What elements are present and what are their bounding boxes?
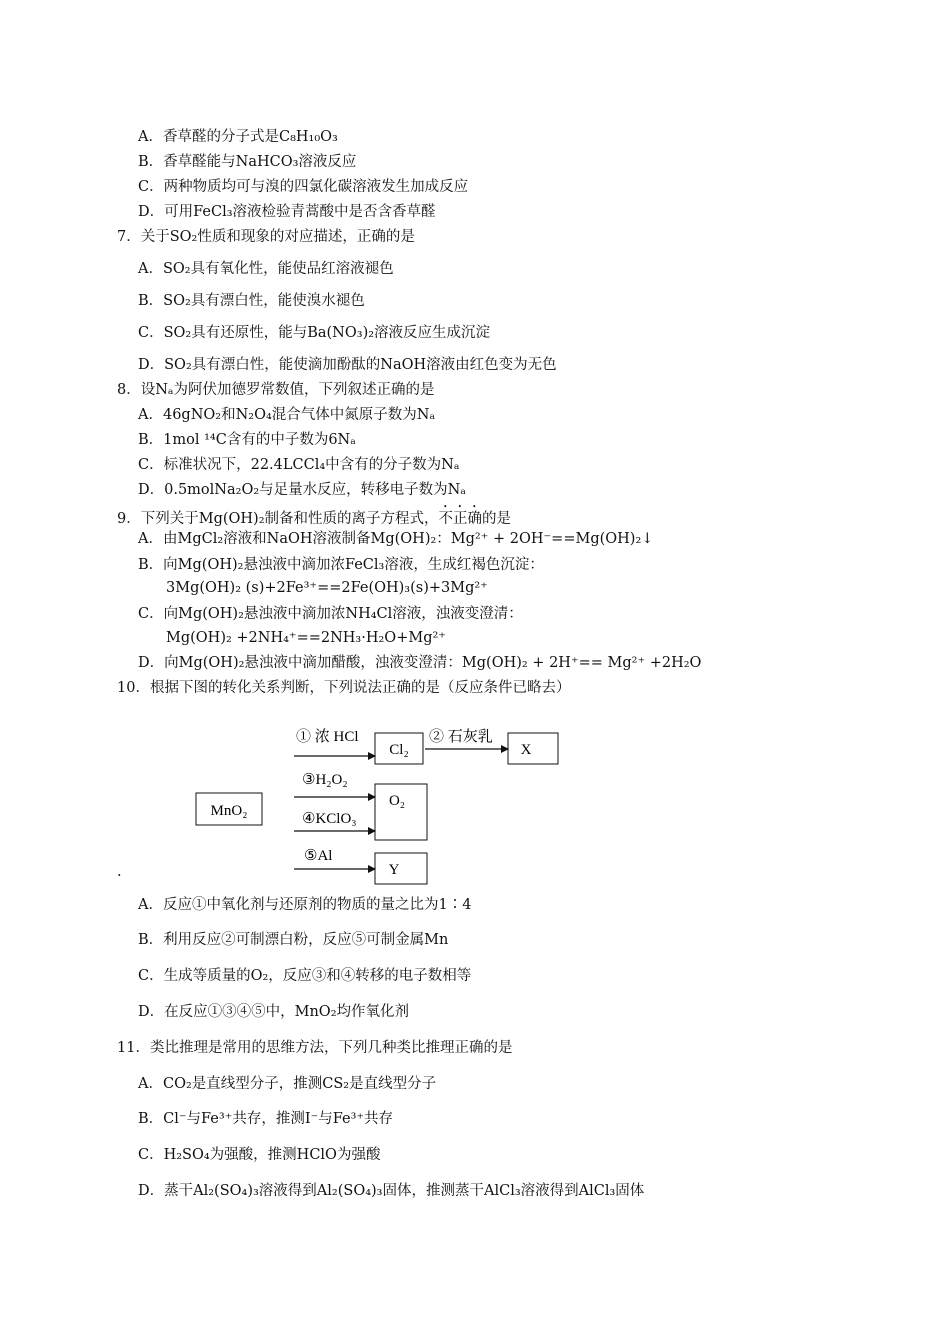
q9-option-c: C．向Mg(OH)₂悬浊液中滴加浓NH₄Cl溶液，浊液变澄清： — [138, 606, 523, 622]
o2-box — [375, 784, 427, 840]
stray-dot: . — [117, 864, 122, 880]
q9-stem — [117, 503, 511, 529]
reaction-5-label: ⑤Al — [304, 848, 333, 864]
x-label: X — [520, 742, 532, 758]
q9-option-a: A．由MgCl₂溶液和NaOH溶液制备Mg(OH)₂：Mg²⁺ + 2OH⁻==Mg(OH)₂↓ — [138, 531, 654, 547]
y-box — [375, 853, 427, 884]
cl2-box — [375, 733, 423, 764]
reaction-2-label: ② 石灰乳 — [429, 729, 493, 745]
q11-stem: 11．类比推理是常用的思维方法，下列几种类比推理正确的是 — [117, 1040, 513, 1056]
x-box — [508, 733, 558, 764]
q7-option-d: D．SO₂具有漂白性，能使滴加酚酞的NaOH溶液由红色变为无色 — [138, 357, 557, 373]
reaction-4-label: ④KClO₃ — [302, 811, 357, 827]
q8-option-c: C．标准状况下，22.4LCCl₄中含有的分子数为Nₐ — [138, 457, 460, 473]
y-label: Y — [388, 862, 400, 878]
q8-option-b: B．1mol ¹⁴C含有的中子数为6Nₐ — [138, 432, 356, 448]
q9-option-c-equation: Mg(OH)₂ +2NH₄⁺==2NH₃·H₂O+Mg²⁺ — [166, 630, 446, 646]
q6-option-d: D．可用FeCl₃溶液检验青蒿酸中是否含香草醛 — [138, 204, 436, 220]
q9-stem-post: 的是 — [482, 511, 512, 527]
q10-option-b: B．利用反应②可制漂白粉，反应⑤可制金属Mn — [138, 932, 449, 948]
q7-stem: 7．关于SO₂性质和现象的对应描述，正确的是 — [117, 229, 415, 245]
q10-option-d: D．在反应①③④⑤中，MnO₂均作氧化剂 — [138, 1004, 410, 1020]
reaction-3-label: ③H₂O₂ — [302, 772, 348, 788]
q7-option-a: A．SO₂具有氧化性，能使品红溶液褪色 — [138, 261, 394, 277]
q8-option-a: A．46gNO₂和N₂O₄混合气体中氮原子数为Nₐ — [138, 407, 436, 423]
q8-stem: 8．设Nₐ为阿伏加德罗常数值，下列叙述正确的是 — [117, 382, 435, 398]
q11-option-b: B．Cl⁻与Fe³⁺共存，推测I⁻与Fe³⁺共存 — [138, 1111, 394, 1127]
q6-option-a: A．香草醛的分子式是C₈H₁₀O₃ — [138, 129, 338, 145]
mno2-box — [196, 793, 262, 825]
q9-stem-pre: 9．下列关于Mg(OH)₂制备和性质的离子方程式， — [117, 511, 439, 527]
reaction-1-label: ① 浓 HCl — [296, 729, 359, 745]
cl2-label: Cl₂ — [389, 742, 409, 758]
q9-option-b-equation: 3Mg(OH)₂ (s)+2Fe³⁺==2Fe(OH)₃(s)+3Mg²⁺ — [166, 580, 488, 596]
mno2-label: MnO₂ — [210, 803, 248, 819]
q10-option-a: A．反应①中氧化剂与还原剂的物质的量之比为1∶4 — [138, 897, 472, 913]
q6-option-b: B．香草醛能与NaHCO₃溶液反应 — [138, 154, 357, 170]
q9-stem-emphasis: 不正确 — [438, 511, 483, 527]
q9-option-b: B．向Mg(OH)₂悬浊液中滴加浓FeCl₃溶液，生成红褐色沉淀： — [138, 557, 544, 573]
q11-option-a: A．CO₂是直线型分子，推测CS₂是直线型分子 — [138, 1076, 437, 1092]
q6-option-c: C．两种物质均可与溴的四氯化碳溶液发生加成反应 — [138, 179, 469, 195]
q7-option-c: C．SO₂具有还原性，能与Ba(NO₃)₂溶液反应生成沉淀 — [138, 325, 491, 341]
o2-label: O₂ — [388, 793, 406, 809]
q9-option-d: D．向Mg(OH)₂悬浊液中滴加醋酸，浊液变澄清：Mg(OH)₂ + 2H⁺== Mg²⁺ +2H₂O — [138, 655, 702, 671]
q11-option-c: C．H₂SO₄为强酸，推测HClO为强酸 — [138, 1147, 381, 1163]
q8-option-d: D．0.5molNa₂O₂与足量水反应，转移电子数为Nₐ — [138, 482, 466, 498]
q10-stem: 10．根据下图的转化关系判断，下列说法正确的是（反应条件已略去） — [117, 680, 571, 696]
q10-option-c: C．生成等质量的O₂，反应③和④转移的电子数相等 — [138, 968, 472, 984]
q7-option-b: B．SO₂具有漂白性，能使溴水褪色 — [138, 293, 365, 309]
q11-option-d: D．蒸干Al₂(SO₄)₃溶液得到Al₂(SO₄)₃固体，推测蒸干AlCl₃溶液得到AlCl₃固体 — [138, 1183, 645, 1199]
